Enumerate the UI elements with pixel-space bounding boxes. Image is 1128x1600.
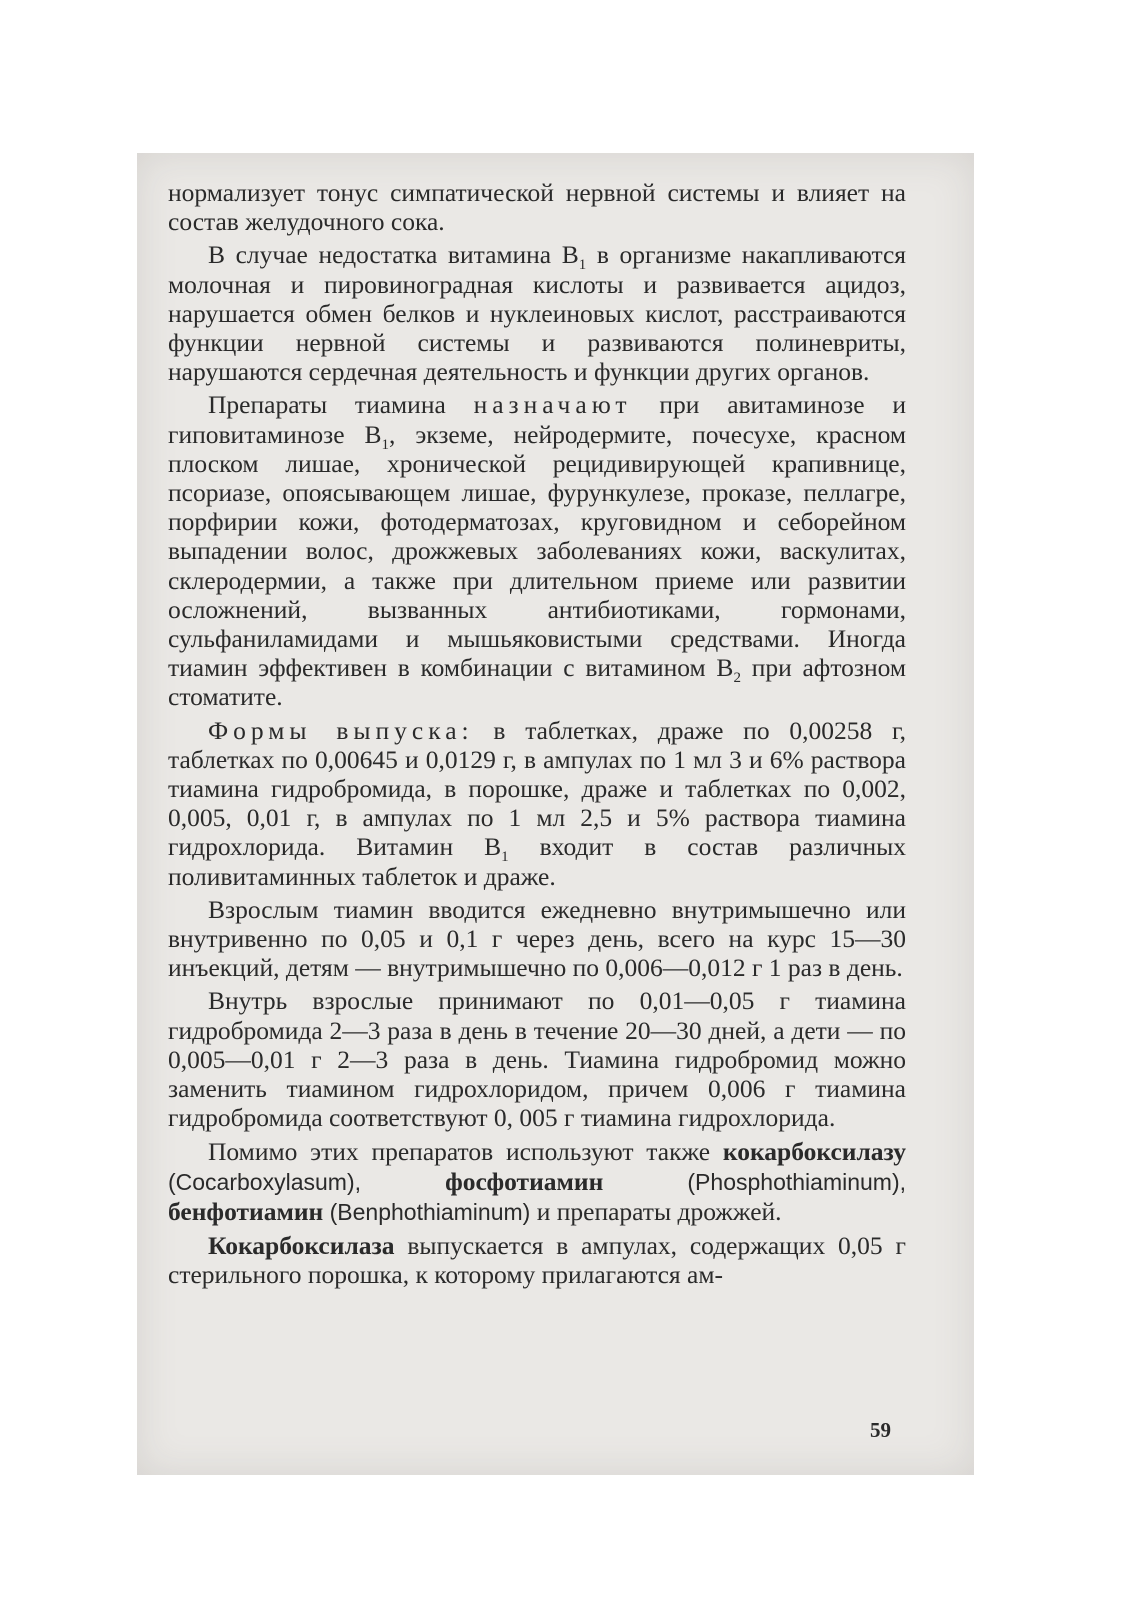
paragraph-6: [168, 986, 906, 1132]
paragraph-text: В случае недостатка витамина B: [208, 240, 579, 270]
paragraph-text: в таблетках, драже по 0,00258 г, таблетках по 0,00645 и 0,0129 г, в ампулах по 1 мл 3 и 6% раствора тиамина гидробромида, в порошке, драже и таблетках по 0,002, 0,005, 0,01 г, в ампулах по 1 мл 2,5 и 5% раствора тиамина гидрохлорида. Витамин B: [168, 715, 906, 862]
paragraph-5: [168, 895, 906, 983]
paragraph-2: [168, 240, 906, 386]
subscript: 2: [733, 670, 741, 687]
paragraph-8: [168, 1231, 906, 1289]
drug-name-bold: фосфотиамин: [445, 1166, 604, 1196]
page-body: [168, 178, 906, 1290]
paragraph-text: Внутрь взрослые принимают по 0,01—0,05 г тиамина гидробромида 2—3 раза в день в течение 20—30 дней, а дети — по 0,005—0,01 г 2—3 раза в день. Тиамина гидробромид можно заменить тиамином гидрохлоридом, причем 0,006 г тиамина гидробромида соответствуют 0, 005 г тиамина гидрохлорида.: [168, 986, 906, 1133]
paragraph-text: и препараты дрожжей.: [530, 1196, 782, 1226]
latin-name: (Cocarboxylasum),: [168, 1168, 446, 1195]
paragraph-text: при авитаминозе и гиповитаминозе B: [168, 390, 906, 449]
paragraph-4: [168, 716, 906, 891]
latin-name: (Phosphothiaminum),: [603, 1168, 906, 1195]
latin-name: (Benphothiaminum): [323, 1198, 531, 1225]
paragraph-text: входит в состав различных поливитаминных таблеток и драже.: [168, 832, 906, 891]
paragraph-text: при афтозном стоматите.: [168, 653, 906, 712]
drug-name-bold: бенфотиамин: [168, 1196, 324, 1226]
paragraph-text: Помимо этих препаратов используют также: [208, 1136, 723, 1166]
paragraph-text: в организме накапливаются молочная и пировиноградная кислоты и развивается ацидоз, нарушается обмен белков и нуклеиновых кислот, расстраиваются функции нервной системы и развиваются полиневриты, нарушаются сердечная деятельность и функции других органов.: [168, 240, 906, 387]
paragraph-text: выпускается в ампулах, содержащих 0,05 г стерильного порошка, к которому прилагаются ам-: [168, 1231, 906, 1290]
subscript: 1: [501, 849, 509, 866]
subscript: 1: [381, 436, 390, 453]
emphasis-spaced: Формы выпуска:: [208, 715, 474, 745]
paragraph-text: , экземе, нейродермите, почесухе, красном плоском лишае, хронической рецидивирующей крапивнице, псориазе, опоясывающем лишае, фурункулезе, проказе, пеллагре, порфирии кожи, фотодерматозах, круговидном и себорейном выпадении волос, дрожжевых заболеваниях кожи, васкулитах, склеродермии, а также при длительном приеме или развитии осложнений, вызванных антибиотиками, гормонами, сульфаниламидами и мышьяковистыми средствами. Иногда тиамин эффективен в комбинации с витамином B: [168, 419, 907, 683]
drug-name-bold: кокарбоксилазу: [722, 1136, 906, 1166]
subscript: 1: [578, 257, 587, 274]
drug-name-bold: Кокарбоксилаза: [208, 1231, 395, 1261]
emphasis-spaced: назначают: [473, 390, 632, 420]
paragraph-text: Препараты тиамина: [208, 390, 474, 420]
paragraph-3: [168, 390, 906, 711]
paragraph-7: [168, 1137, 906, 1228]
page-number: 59: [870, 1418, 891, 1442]
paragraph-text: Взрослым тиамин вводится ежедневно внутримышечно или внутривенно по 0,05 и 0,1 г через день, всего на курс 15—30 инъекций, детям — внутримышечно по 0,006—0,012 г 1 раз в день.: [168, 894, 906, 983]
paragraph-1: [168, 178, 906, 236]
paragraph-text: нормализует тонус симпатической нервной системы и влияет на состав желудочного сока.: [168, 178, 906, 237]
